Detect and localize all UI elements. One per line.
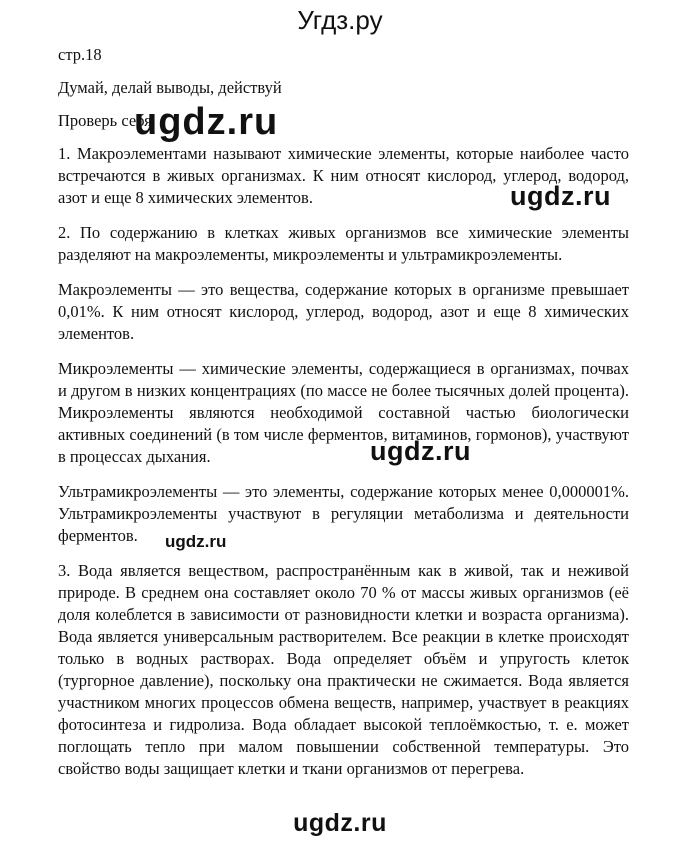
macroelements-paragraph: Макроэлементы — это вещества, содержание которых в организме превышает 0,01%. К ним относят кислород, углерод, водород, азот и еще 8 химических элементов. bbox=[58, 280, 629, 343]
answer-paragraph-3: 3. Вода является веществом, распространённым как в живой, так и неживой природе. В среднем она составляет около 70 % от массы живых организмов (её доля колеблется в зависимости от разновидности клетки и возраста организма). Вода является универсальным растворителем. Все реакции в клетке происходят только в водных растворах. Вода определяет объём и упругость клеток (тургорное давление), поскольку она практически не сжимается. Вода является участником многих процессов обмена веществ, например, участвует в реакциях фотосинтеза и гидролиза. Вода обладает высокой теплоёмкостью, т. е. может поглощать тепло при малом повышении собственной температуры. Это свойство воды защищает клетки и ткани организмов от перегрева. bbox=[58, 561, 629, 778]
watermark-small: ugdz.ru bbox=[165, 532, 227, 551]
answer-paragraph-1: 1. Макроэлементами называют химические элементы, которые наиболее часто встречаются в живых организмах. К ним относят кислород, углерод, водород, азот и еще 8 химических элементов. bbox=[58, 144, 629, 207]
ultramicroelements-paragraph: Ультрамикроэлементы — это элементы, содержание которых менее 0,000001%. Ультрамикроэлементы участвуют в регуляции метаболизма и деятельности ферментов. bbox=[58, 482, 629, 545]
watermark-mid-2: ugdz.ru bbox=[370, 436, 471, 466]
answer-content bbox=[58, 44, 629, 793]
section-title: Думай, делай выводы, действуй bbox=[58, 78, 282, 97]
subsection-title: Проверь себя bbox=[58, 111, 152, 130]
page-reference: стр.18 bbox=[58, 45, 102, 64]
watermark-mid-1: ugdz.ru bbox=[510, 181, 611, 211]
footer-watermark: ugdz.ru bbox=[293, 809, 387, 837]
site-title[interactable]: Угдз.ру bbox=[297, 5, 383, 35]
microelements-paragraph: Микроэлементы — химические элементы, содержащиеся в организмах, почвах и другом в низких концентрациях (по массе не более тысячных долей процента). Микроэлементы являются необходимой составной частью биологически активных соединений (в том числе ферментов, витаминов, гормонов), участвуют в процессах дыхания. bbox=[58, 359, 629, 466]
watermark-main: ugdz.ru bbox=[134, 101, 279, 143]
answer-paragraph-2: 2. По содержанию в клетках живых организмов все химические элементы разделяют на макроэлементы, микроэлементы и ультрамикроэлементы. bbox=[58, 223, 629, 264]
